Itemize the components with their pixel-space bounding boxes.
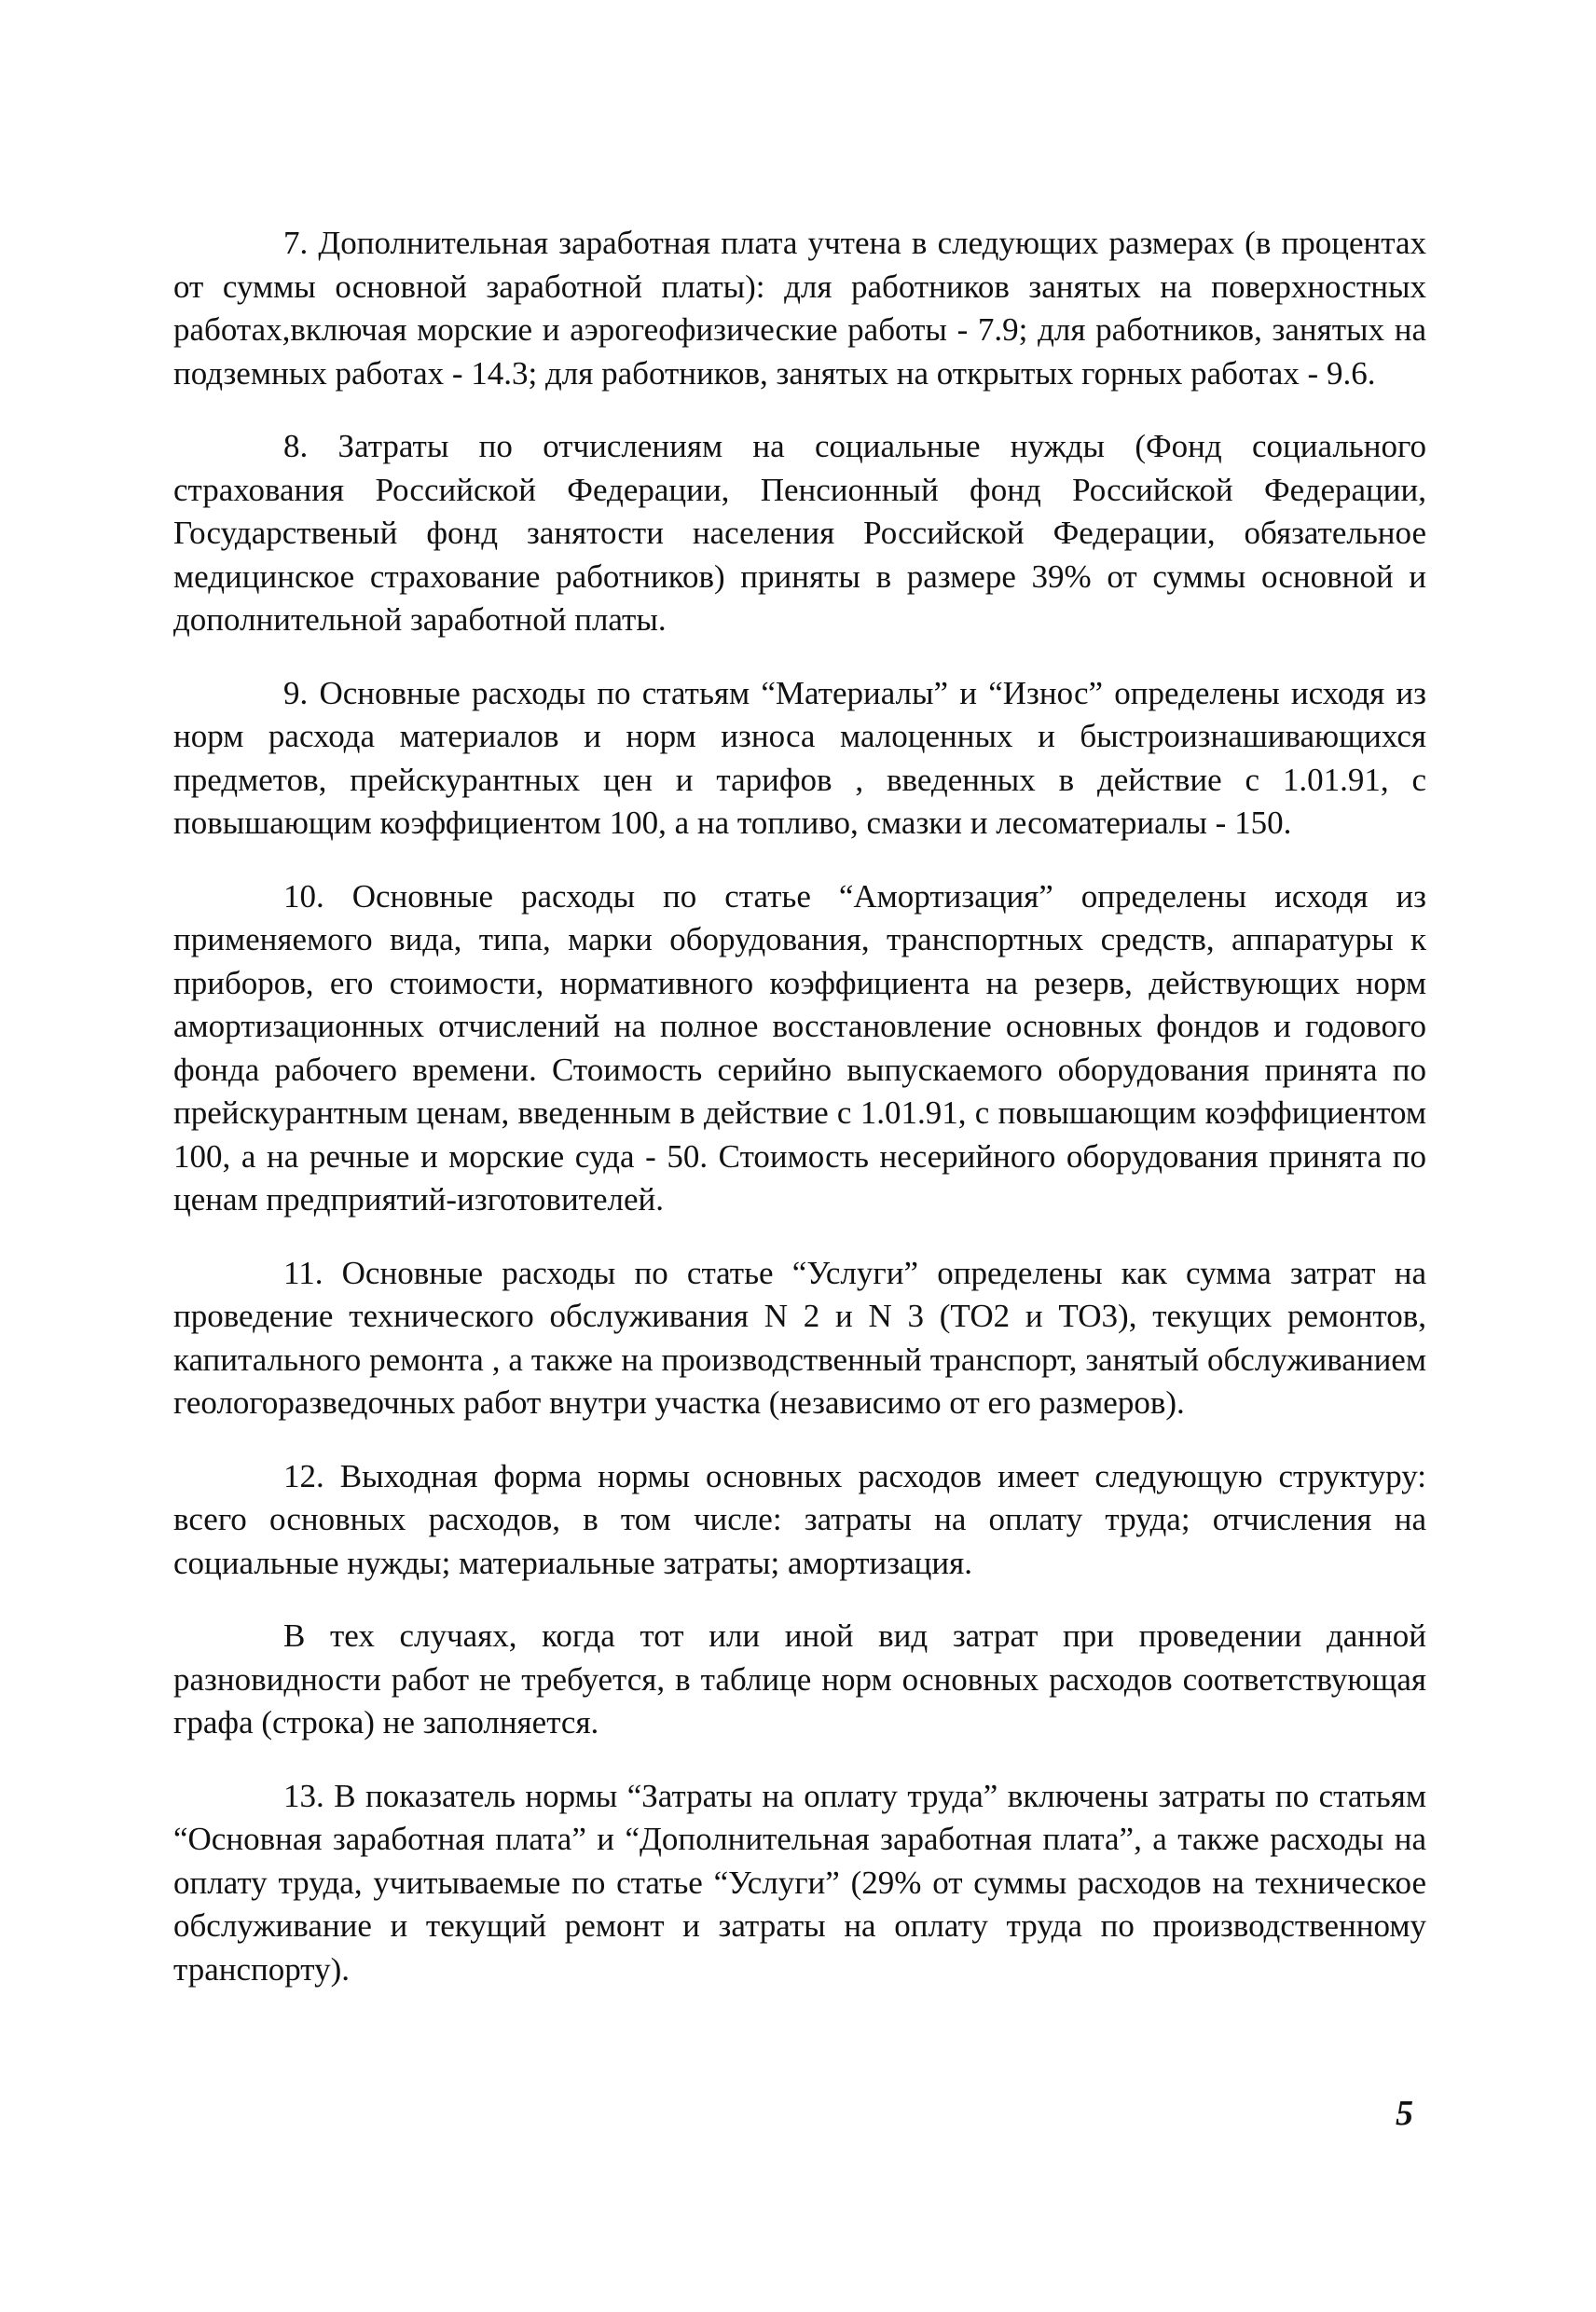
paragraph-13-labor-costs: 13. В показатель нормы “Затраты на оплату труда” включены затраты по статьям “Основная заработная плата” и “Дополнительная заработная плата”, а также расходы на оплату труда, учитываемые по статье “Услуги” (29% от суммы расходов на техническое обслуживание и текущий ремонт и затраты на оплату труда по производственному транспорту). bbox=[173, 1777, 1426, 1988]
page-number: 5 bbox=[1396, 2094, 1413, 2133]
paragraph-11-services: 11. Основные расходы по статье “Услуги” определены как сумма затрат на проведение технического обслуживания N 2 и N 3 (ТО2 и ТО3), текущих ремонтов, капитального ремонта , а также на производственный транспорт, занятый обслуживанием геологоразведочных работ внутри участка (независимо от его размеров). bbox=[173, 1254, 1426, 1421]
paragraph-10-depreciation: 10. Основные расходы по статье “Амортизация” определены исходя из применяемого вида, типа, марки оборудования, транспортных средств, аппаратуры к приборов, его стоимости, нормативного коэффициента на резерв, действующих норм амортизационных отчислений на полное восстановление основных фондов и годового фонда рабочего времени. Стоимость серийно выпускаемого оборудования принята по прейскурантным ценам, введенным в действие с 1.01.91, с повышающим коэффициентом 100, а на речные и морские суда - 50. Стоимость несерийного оборудования принята по ценам предприятий-изготовителей. bbox=[173, 877, 1426, 1218]
body-text bbox=[173, 222, 1426, 2021]
paragraph-12-output-form: 12. Выходная форма нормы основных расходов имеет следующую структуру: всего основных расходов, в том числе: затраты на оплату труда; отчисления на социальные нужды; материальные затраты; амортизация. bbox=[173, 1457, 1426, 1581]
paragraph-7-additional-wages: 7. Дополнительная заработная плата учтена в следующих размерах (в процентах от суммы основной заработной платы): для работников занятых на поверхностных работах,включая морские и аэрогеофизические работы - 7.9; для работников, занятых на подземных работах - 14.3; для работников, занятых на открытых горных работах - 9.6. bbox=[173, 225, 1426, 392]
paragraph-9-materials-wear: 9. Основные расходы по статьям “Материалы” и “Износ” определены исходя из норм расхода материалов и норм износа малоценных и быстроизнашивающихся предметов, прейскурантных цен и тарифов , введенных в действие с 1.01.91, с повышающим коэффициентом 100, а на топливо, смазки и лесоматериалы - 150. bbox=[173, 674, 1426, 841]
paragraph-unfilled-columns: В тех случаях, когда тот или иной вид затрат при проведении данной разновидности работ не требуется, в таблице норм основных расходов соответствующая графа (строка) не заполняется. bbox=[173, 1617, 1426, 1741]
paragraph-8-social-contributions: 8. Затраты по отчислениям на социальные нужды (Фонд социального страхования Российской Федерации, Пенсионный фонд Российской Федерации, Государственый фонд занятости населения Российской Федерации, обязательное медицинское страхование работников) приняты в размере 39% от суммы основной и дополнительной заработной платы. bbox=[173, 428, 1426, 638]
